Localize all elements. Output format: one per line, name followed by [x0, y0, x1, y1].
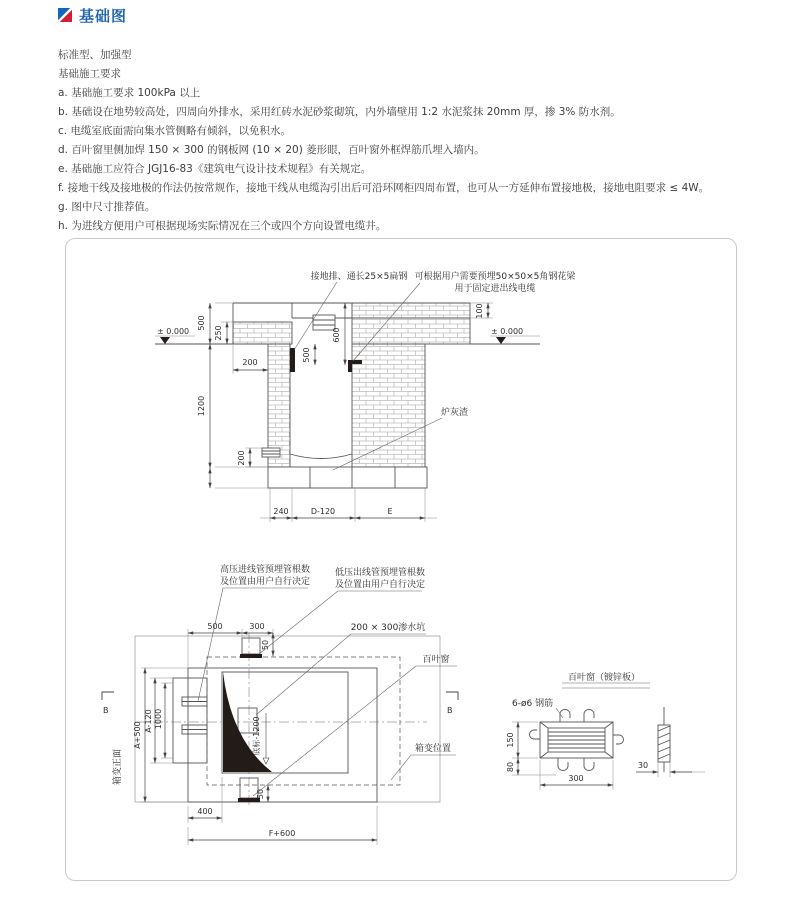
dim-label: D-120 [310, 507, 336, 516]
cabinet-front-label: 箱变正面 [113, 748, 123, 786]
note-line: g. 图中尺寸推荐值。 [58, 201, 156, 213]
annotation-lv-pipes: 低压出线管预埋管根数 [334, 568, 426, 578]
plan-structure [173, 638, 377, 802]
louver-bar-top [240, 654, 262, 658]
dim-label: 150 [506, 732, 515, 748]
dim-label: 500 [197, 315, 206, 331]
note-line: h. 为进线方便用户可根据现场实际情况在三个或四个方向设置电缆井。 [58, 220, 387, 232]
annotation-lv-pipes: 及位置由用户自行决定 [334, 580, 426, 590]
section-b-markers [102, 692, 458, 700]
section-b-label: B [447, 706, 453, 715]
level-triangle-right [496, 337, 506, 344]
foundation-plan-drawing [95, 555, 465, 855]
louver-detail-drawing [500, 650, 740, 810]
dim-label: E [387, 507, 393, 516]
louver-side-view [658, 707, 670, 772]
annotation-hv-pipes: 及位置由用户自行决定 [219, 577, 311, 587]
dim-label: A-120 [144, 709, 153, 733]
note-line: a. 基础施工要求 100kPa 以上 [58, 87, 201, 99]
solid-marks [223, 654, 272, 802]
note-line: d. 百叶窗里侧加焊 150 × 300 的钢板网 (10 × 20) 菱形眼，百叶窗外框焊筋爪埋入墙内。 [58, 144, 485, 156]
annotation-angle-steel: 可根据用户需要预埋50×50×5角钢花梁 [414, 272, 576, 282]
ash-label: 炉灰渣 [441, 408, 469, 418]
construction-notes [58, 46, 758, 236]
rebar-label: 6-ø6 钢筋 [512, 699, 554, 709]
note-line: c. 电缆室底面需向集水管侧略有倾斜，以免积水。 [58, 125, 291, 137]
dim-label: 500 [302, 347, 311, 363]
front-louver-wall [173, 678, 207, 763]
seepage-pit-label: 200 × 300渗水坑 [350, 623, 426, 633]
right-wall-brickwork [352, 344, 425, 467]
annotation-ground-bar: 接地排、通长25×5扁钢 [310, 272, 408, 282]
extension-lines [155, 303, 540, 522]
dim-label: F+600 [268, 829, 296, 838]
dim-label: 1000 [154, 708, 163, 730]
extension-lines [512, 722, 705, 790]
level-triangle-left [160, 337, 170, 344]
section-marker-icon [58, 8, 72, 22]
dim-label: 1200 [197, 395, 206, 417]
page-title: 基础图 [79, 7, 128, 25]
note-line: f. 接地干线及接地极的作法仍按常规作，接地干线从电缆沟引出后可沿环网柜四周布置，也可从一方延伸布置接地极，接地电阻要求 ≤ 4W。 [58, 182, 710, 194]
dim-label: 100 [475, 303, 484, 319]
intro-line: 标准型、加强型 [58, 49, 132, 61]
dim-label: 600 [332, 327, 341, 343]
flat-steel-symbol [262, 448, 280, 457]
dim-label: 200 [242, 358, 258, 367]
bottom-slab [268, 467, 427, 488]
annotation-hv-pipes: 高压进线管预埋管根数 [219, 565, 311, 575]
louver-label: 百叶窗 [422, 655, 450, 665]
centerlines [135, 633, 427, 807]
pit-floor-curve [290, 454, 352, 459]
embedded-flat-bar [290, 348, 295, 372]
foundation-section-drawing [65, 247, 737, 539]
level-label-right: ± 0.000 [491, 327, 524, 336]
louver-front-view [530, 710, 624, 771]
section-structure [155, 303, 540, 488]
lv-pipe-symbol [242, 638, 260, 654]
note-line: b. 基础设在地势较高处，四周向外排水，采用红砖水泥砂浆砌筑，内外墙壁用 1:2 水泥浆抹 20mm 厚，掺 3% 防水剂。 [58, 106, 621, 118]
dimension-lines [145, 633, 377, 840]
outer-foundation-wall [188, 668, 377, 802]
louver-detail-title: 百叶窗（镀锌板） [567, 673, 641, 683]
dim-label: 50 [256, 788, 265, 800]
right-curb-brickwork [352, 303, 470, 344]
louver-slats [548, 732, 605, 748]
dim-label: 300 [249, 622, 265, 631]
dim-label: 50 [261, 639, 270, 651]
dim-label: 400 [197, 807, 213, 816]
dim-label: 500 [207, 622, 223, 631]
note-line: e. 基础施工应符合 JGJ16-83《建筑电气设计技术规程》有关规定。 [58, 163, 372, 175]
section-b-label: B [103, 706, 109, 715]
cabinet-position-label: 箱变位置 [414, 744, 452, 754]
ledge-brickwork [233, 322, 292, 344]
bottom-level-label: 底标-1200 [252, 716, 261, 756]
dim-label: 200 [237, 450, 246, 466]
dim-label: 30 [637, 761, 649, 770]
dim-label: 240 [273, 507, 289, 516]
pad-outline [135, 636, 440, 802]
intro-line: 基础施工要求 [58, 68, 121, 80]
side-hatch [658, 726, 670, 759]
bottom-level-marker [263, 713, 269, 764]
level-label-left: ± 0.000 [157, 327, 190, 336]
dim-label: A+500 [133, 721, 142, 749]
annotation-angle-steel: 用于固定进出线电缆 [454, 284, 536, 294]
dim-label: 80 [506, 761, 515, 773]
dim-label: 250 [214, 325, 223, 341]
dim-label: 300 [568, 774, 584, 783]
